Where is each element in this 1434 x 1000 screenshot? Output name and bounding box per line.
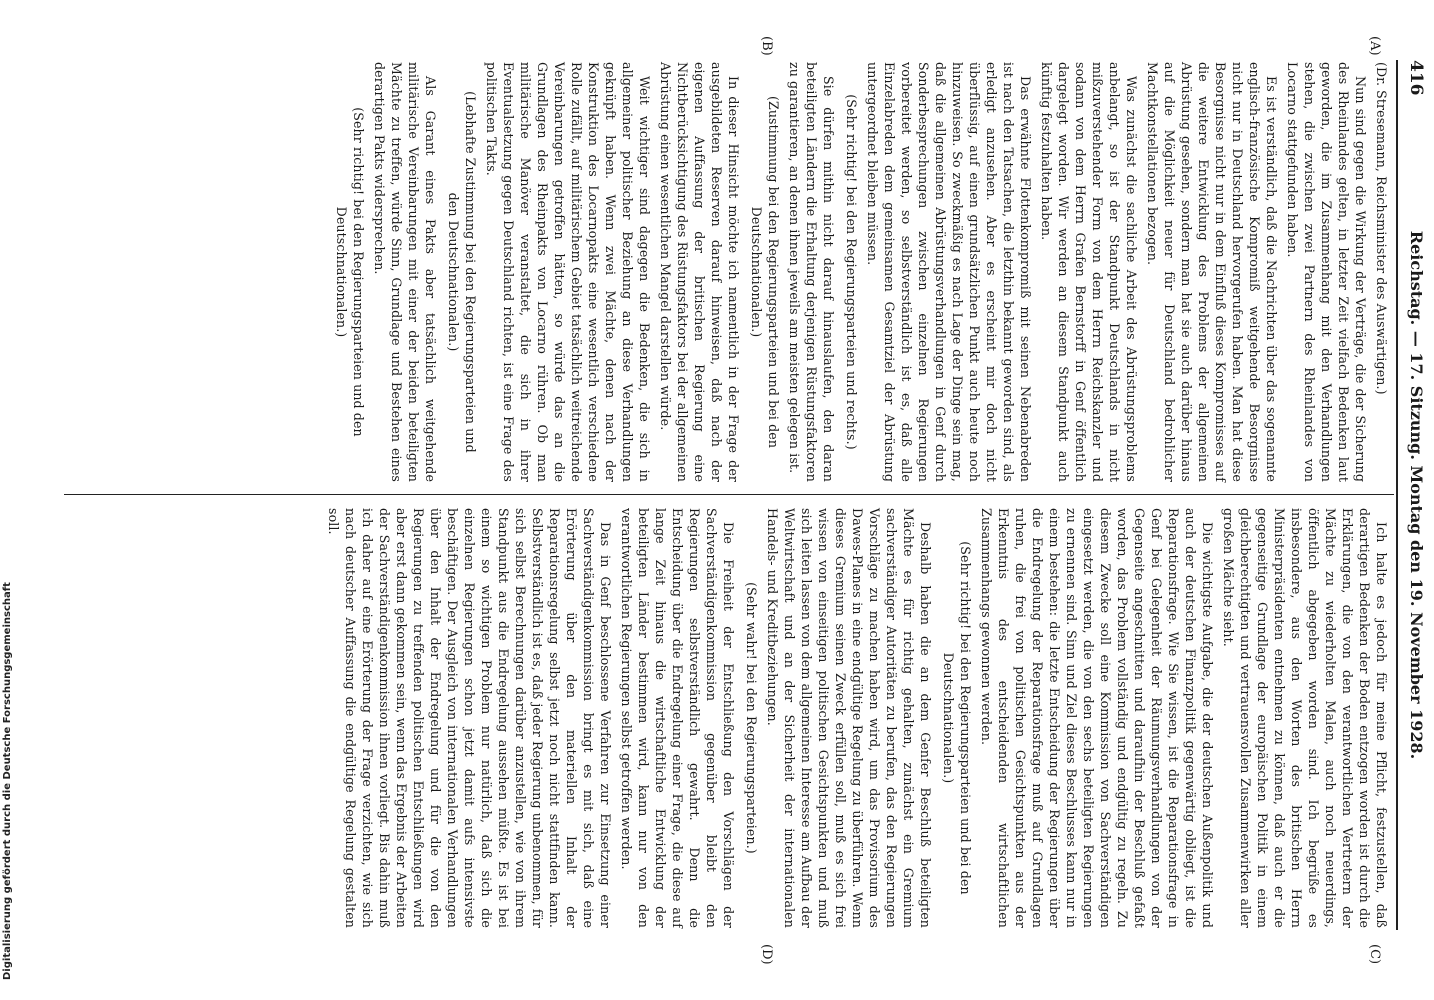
page-header	[1402, 60, 1426, 930]
left-interjection: (Sehr richtig! bei den Regierungsparteien und den Deutschnationalen.)	[334, 107, 366, 437]
page-number: 416	[1406, 60, 1426, 96]
margin-mark-d: (D)	[759, 944, 774, 965]
margin-mark-c: (C)	[1367, 944, 1382, 965]
margin-mark-a: (A)	[1367, 36, 1382, 56]
left-paragraph: Weit wichtiger sind dagegen die Bedenken, die sich in allgemeiner politischer Beziehung an diese Verhandlungen geknüpft haben. Wenn zwei Mächte, denen nach der Konstruktion des Locarnopakts eine wesentlich verschiedene Rolle zufällt, auf militärischem Gebiet tatsächlich weitreichende Vereinbarungen getroffen hätten, so würde das an die Grundlagen des Rheinpakts von Locarno rühren. Ob man militärische Manöver veranstaltet, die sich in ihrer Eventualsetzung gegen Deutschland richten, ist eine Frage des politischen Takts.	[484, 62, 652, 482]
left-paragraph: Das erwähnte Flottenkompromiß mit seinen Nebenabreden ist nach den Tatsachen, die letzthin bekannt geworden sind, als erledigt anzusehen. Aber es erscheint mir doch nicht überflüssig, auf einen grundsätzlichen Punkt auch heute noch hinzuweisen. So zweckmäßig es nach Lage der Dinge sein mag, daß die allgemeinen Abrüstungsverhandlungen in Genf durch Sonderbesprechungen zwischen einzelnen Regierungen vorbereitet werden, so selbstverständlich ist es, daß alle Einzelabreden dem gemeinsamen Gesamtziel der Abrüstung untergeordnet bleiben müssen.	[865, 62, 1033, 482]
left-interjection: (Sehr richtig! bei den Regierungsparteien und rechts.)	[844, 94, 859, 450]
left-paragraph: Als Garant eines Pakts aber tatsächlich weitgehende militärische Vereinbarungen mit einer der beiden beteiligten Mächte zu treffen, würde Sinn, Grundlage und Bestehen eines derartigen Pakts widersprechen.	[372, 62, 438, 482]
left-paragraph: Was zunächst die sachliche Arbeit des Abrüstungsproblems anbelangt, so ist der Standpunkt Deutschlands in nicht mißzuverstehender Form von dem Herrn Reichskanzler und sodann von dem Herrn Grafen Bernstorff in Genf öffentlich dargelegt worden. Wir werden an diesem Standpunkt auch künftig festzuhalten haben.	[1039, 62, 1139, 482]
right-column	[321, 508, 1390, 928]
right-paragraph: Deshalb haben die an dem Genfer Beschluß beteiligten Mächte es für richtig gehalten, zunächst ein Gremium sachverständiger Autoritäten zu berufen, das den Regierungen Vorschläge zu machen haben wird, um das Provisorium des Dawes-Planes in eine endgültige Regelung zu überführen. Wenn dieses Gremium seinen Zweck erfüllen soll, muß es sich frei wissen von einseitigen politischen Gesichtspunkten und muß sich leiten lassen von dem allgemeinen Interesse am Aufbau der Weltwirtschaft und an der Sicherheit der internationalen Handels- und Kreditbeziehungen.	[765, 508, 933, 928]
right-paragraph: Die wichtigste Aufgabe, die der deutschen Außenpolitik und auch der deutschen Finanzpolitik gegenwärtig obliegt, ist die Reparationsfrage. Wie Sie wissen, ist die Reparationsfrage in Genf bei Gelegenheit der Räumungsverhandlungen von der Gegenseite angeschnitten und daraufhin der Beschluß gefaßt worden, das Problem vollständig und endgültig zu regeln. Zu diesem Zwecke soll eine Kommission von Sachverständigen eingesetzt werden, die von den sechs beteiligten Regierungen zu ernennen sind. Sinn und Ziel dieses Beschlusses kann nur in einem bestehen: die letzte Entscheidung der Regierungen über die Endregelung der Reparationsfrage muß auf Grundlagen ruhen, die frei von politischen Gesichtspunkten aus der Erkenntnis des entscheidenden wirtschaftlichen Zusammenhangs gewonnen werden.	[979, 508, 1215, 928]
left-interjection: (Lebhafte Zustimmung bei den Regierungsparteien und den Deutschnationalen.)	[446, 91, 478, 453]
left-column	[327, 62, 1390, 482]
left-paragraph: Sie dürfen mithin nicht darauf hinauslaufen, den daran beteiligten Ländern die Erhaltung derjenigen Rüstungsfaktoren zu garantieren, an denen ihnen jeweils am meisten gelegen ist.	[787, 62, 836, 482]
digitization-credit: Digitalisierung gefördert durch die Deutsche Forschungsgemeinschaft	[2, 582, 13, 980]
left-paragraph: In dieser Hinsicht möchte ich namentlich in der Frage der ausgebildeten Reserven darauf hinweisen, daß nach der eigenen Auffassung der britischen Regierung eine Nichtberücksichtigung des Rüstungsfaktors bei der allgemeinen Abrüstung einen wesentlichen Mangel darstellen würde.	[658, 62, 741, 482]
digitization-footer	[2, 582, 20, 998]
right-paragraph: Die Freiheit der Entschließung den Vorschlägen der Sachverständigenkommission gegenüber bleibt den Regierungen selbstverständlich gewahrt. Denn die Entscheidung über die Endregelung einer Frage, die diese auf lange Zeit hinaus die wirtschaftliche Entwicklung der beteiligten Länder bestimmen wird, kann nur von den verantwortlichen Regierungen selbst getroffen werden.	[619, 508, 736, 928]
right-interjection: (Sehr richtig! bei den Regierungsparteien und bei den Deutschnationalen.)	[941, 541, 973, 895]
right-interjection: (Sehr wahr! bei den Regierungsparteien.)	[744, 582, 759, 854]
left-paragraph: Nun sind gegen die Wirkung der Verträge, die der Sicherung des Rheinlandes gelten, in letzter Zeit vielfach Bedenken laut geworden, die im Zusammenhang mit den Verhandlungen stehen, die zwischen zwei Partnern des Rheinlandes von Locarno stattgefunden haben.	[1285, 62, 1368, 482]
header-rule	[1396, 60, 1398, 930]
running-title: Reichstag. — 17. Sitzung. Montag den 19. November 1928.	[1407, 230, 1426, 760]
left-paragraph: (Dr. Stresemann, Reichsminister des Auswärtigen.)	[1374, 62, 1389, 395]
column-divider	[64, 494, 1394, 495]
left-interjection: (Zustimmung bei den Regierungsparteien und bei den Deutschnationalen.)	[749, 95, 781, 449]
left-paragraph: Es ist verständlich, daß die Nachrichten über das sogenannte englisch-französische Kompromiß weitgehende Besorgnisse nicht nur in Deutschland hervorgerufen haben. Man hat diese Besorgnisse nicht nur in dem Einfluß dieses Kompromisses auf die weitere Entwicklung des Problems der allgemeinen Abrüstung gesehen, sondern man hat sie auch darüber hinaus auf die Möglichkeit neuer für Deutschland bedrohlicher Machtkonstellationen bezogen.	[1145, 62, 1279, 482]
right-paragraph: Das in Genf beschlossene Verfahren zur Einsetzung einer Sachverständigenkommission bringt es mit sich, daß eine Erörterung über den materiellen Inhalt der Reparationsregelung selbst jetzt noch nicht stattfinden kann. Selbstverständlich ist es, daß jeder Regierung unbenommen, für sich selbst Berechnungen darüber anzustellen, wie von ihrem Standpunkt aus die Endregelung aussehen müßte. Es ist bei einem so wichtigen Problem nur natürlich, daß sich die einzelnen Regierungen schon jetzt damit aufs intensivste beschäftigen. Der Ausgleich von internationalen Verhandlungen über den Inhalt der Endregelung und für die von den Regierungen zu treffenden politischen Entschließungen wird aber erst dann gekommen sein, wenn das Ergebnis der Arbeiten der Sachverständigenkommission ihnen vorliegt. Bis dahin muß ich daher auf eine Erörterung der Frage verzichten, wie sich nach deutscher Auffassung die endgültige Regelung gestalten soll.	[326, 508, 613, 928]
margin-mark-b: (B)	[759, 36, 774, 56]
right-paragraph: Ich halte es jedoch für meine Pflicht, festzustellen, daß derartigen Bedenken der Boden entzogen worden ist durch die Erklärungen, die von den verantwortlichen Vertretern der Mächte zu wiederholten Malen, auch noch neuerdings, öffentlich abgegeben worden sind. Ich begrüße es insbesondere, aus den Worten des britischen Herrn Ministerpräsidenten entnehmen zu können, daß auch er die gegenseitige Grundlage der europäischen Politik in einem gleichberechtigten und vertrauensvollen Zusammenwirken aller großen Mächte sieht.	[1221, 508, 1389, 928]
